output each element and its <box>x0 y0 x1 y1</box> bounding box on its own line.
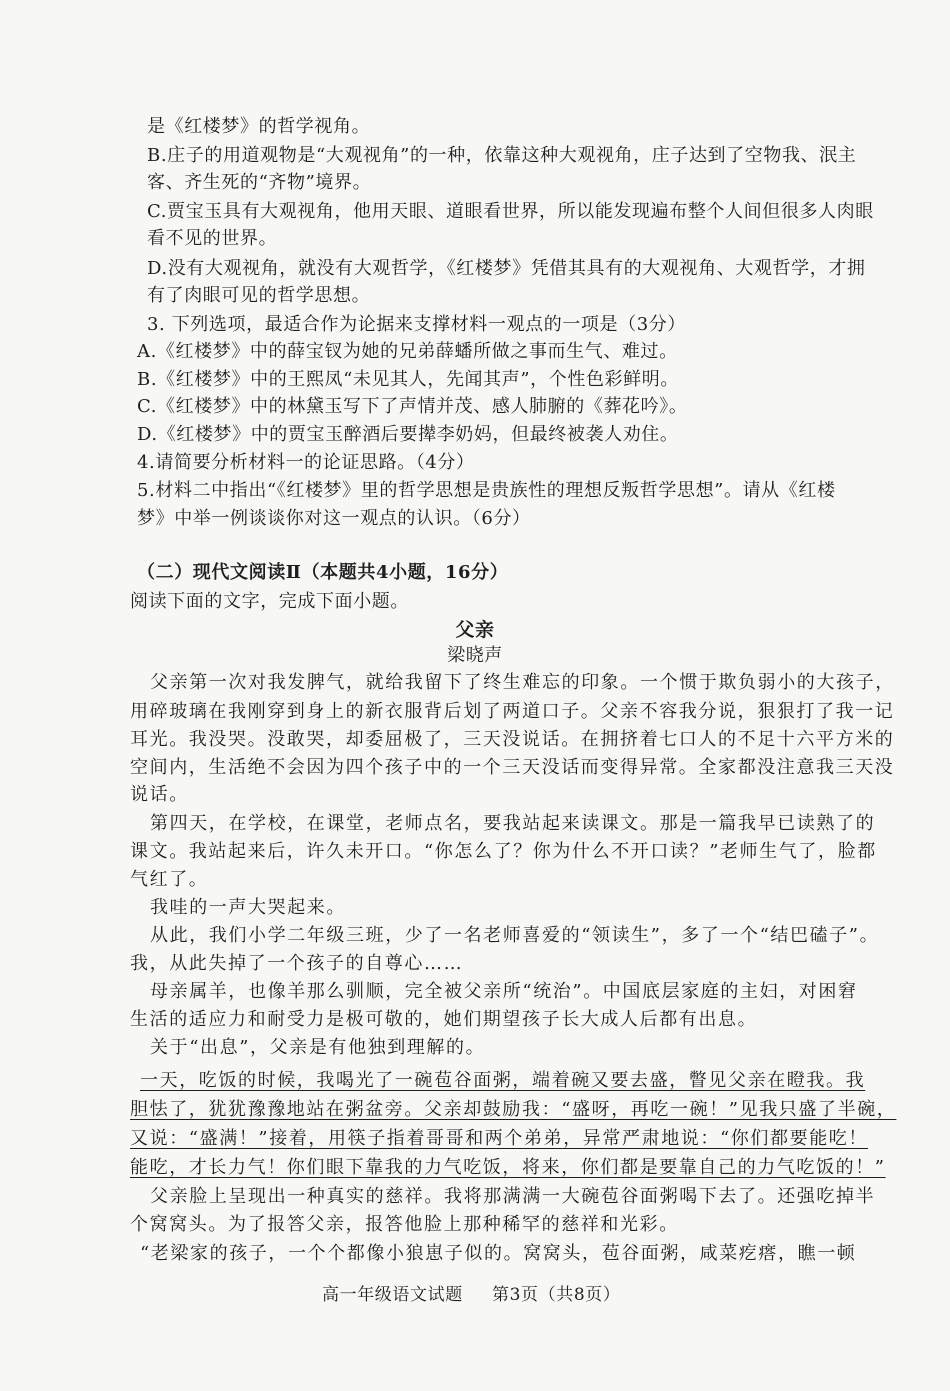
story-line: 关于“出息”，父亲是有他独到理解的。 <box>150 1037 486 1058</box>
question-3-option-c: C.《红楼梦》中的林黛玉写下了声情并茂、感人肺腑的《葬花吟》。 <box>137 396 688 417</box>
question-5-line: 梦》中举一例谈谈你对这一观点的认识。（6分） <box>137 508 531 529</box>
option-d-line: 有了肉眼可见的哲学思想。 <box>147 285 371 306</box>
option-c-line: 看不见的世界。 <box>147 228 278 249</box>
story-line: 第四天，在学校，在课堂，老师点名，要我站起来读课文。那是一篇我早已读熟了的 <box>150 813 876 834</box>
option-c-line: C.贾宝玉具有大观视角，他用天眼、道眼看世界，所以能发现遍布整个人间但很多人肉眼 <box>147 201 874 222</box>
story-line: 用碎玻璃在我刚穿到身上的新衣服背后划了两道口子。父亲不容我分说，狠狠打了我一记 <box>130 701 895 722</box>
story-line: 生活的适应力和耐受力是极可敬的，她们期望孩子长大成人后都有出息。 <box>130 1009 758 1030</box>
question-5-line: 5.材料二中指出“《红楼梦》里的哲学思想是贵族性的理想反叛哲学思想”。请从《红楼 <box>137 480 836 501</box>
story-author: 梁晓声 <box>447 645 503 666</box>
story-line: 我，从此失掉了一个孩子的自尊心…… <box>130 953 464 974</box>
story-line: 父亲脸上呈现出一种真实的慈祥。我将那满满一大碗苞谷面粥喝下去了。还强吃掉半 <box>150 1186 876 1207</box>
story-title: 父亲 <box>455 619 495 641</box>
story-line: 从此，我们小学二年级三班，少了一名老师喜爱的“领读生”，多了一个“结巴磕子”。 <box>150 925 880 946</box>
option-b-line: 客、齐生死的“齐物”境界。 <box>147 172 372 193</box>
story-line: “老梁家的孩子，一个个都像小狼崽子似的。窝窝头，苞谷面粥，咸菜疙瘩，瞧一顿 <box>140 1243 857 1264</box>
question-3-option-a: A.《红楼梦》中的薛宝钗为她的兄弟薛蟠所做之事而生气、难过。 <box>137 341 678 362</box>
question-4: 4.请简要分析材料一的论证思路。（4分） <box>137 452 475 473</box>
story-line: 说话。 <box>130 784 189 805</box>
story-line: 气红了。 <box>130 869 209 890</box>
footer-subject: 高一年级语文试题 <box>322 1285 463 1305</box>
underlined-story-line: 胆怯了，犹犹豫豫地站在粥盆旁。父亲却鼓励我：“盛呀，再吃一碗！”见我只盛了半碗， <box>130 1099 897 1120</box>
section-heading: （二）现代文阅读Ⅱ（本题共4小题，16分） <box>137 562 509 583</box>
story-line: 父亲第一次对我发脾气，就给我留下了终生难忘的印象。一个惯于欺负弱小的大孩子， <box>150 672 895 693</box>
story-line: 个窝窝头。为了报答父亲，报答他脸上那种稀罕的慈祥和光彩。 <box>130 1214 679 1235</box>
story-line: 耳光。我没哭。没敢哭，却委屈极了，三天没说话。在拥挤着七口人的不足十六平方米的 <box>130 729 895 750</box>
story-line: 母亲属羊，也像羊那么驯顺，完全被父亲所“统治”。中国底层家庭的主妇，对困窘 <box>150 981 858 1002</box>
underlined-story-line: 一天，吃饭的时候，我喝光了一碗苞谷面粥，端着碗又要去盛，瞥见父亲在瞪我。我 <box>140 1070 866 1091</box>
question-3-stem: 3. 下列选项，最适合作为论据来支撑材料一观点的一项是（3分） <box>147 314 686 335</box>
question-3-option-d: D.《红楼梦》中的贾宝玉醉酒后要撵李奶妈，但最终被袭人劝住。 <box>137 424 679 445</box>
section-instruction: 阅读下面的文字，完成下面小题。 <box>130 591 409 612</box>
option-d-line: D.没有大观视角，就没有大观哲学，《红楼梦》凭借其具有的大观视角、大观哲学，才拥 <box>147 258 866 279</box>
question-3-option-b: B.《红楼梦》中的王熙凤“未见其人，先闻其声”，个性色彩鲜明。 <box>137 369 679 390</box>
underlined-story-line: 能吃，才长力气！你们眼下靠我的力气吃饭，将来，你们都是要靠自己的力气吃饭的！” <box>130 1157 886 1178</box>
story-line: 空间内，生活绝不会因为四个孩子中的一个三天没话而变得异常。全家都没注意我三天没 <box>130 757 895 778</box>
option-text-line: 是《红楼梦》的哲学视角。 <box>147 116 371 137</box>
story-line: 课文。我站起来后，许久未开口。“你怎么了？你为什么不开口读？”老师生气了，脸都 <box>130 841 877 862</box>
footer-page-number: 第3页（共8页） <box>492 1285 621 1305</box>
option-b-line: B.庄子的用道观物是“大观视角”的一种，依靠这种大观视角，庄子达到了空物我、泯主 <box>147 145 857 166</box>
underlined-story-line: 又说：“盛满！”接着，用筷子指着哥哥和两个弟弟，异常严肃地说：“你们都要能吃！ <box>130 1128 869 1149</box>
story-line: 我哇的一声大哭起来。 <box>150 897 346 918</box>
